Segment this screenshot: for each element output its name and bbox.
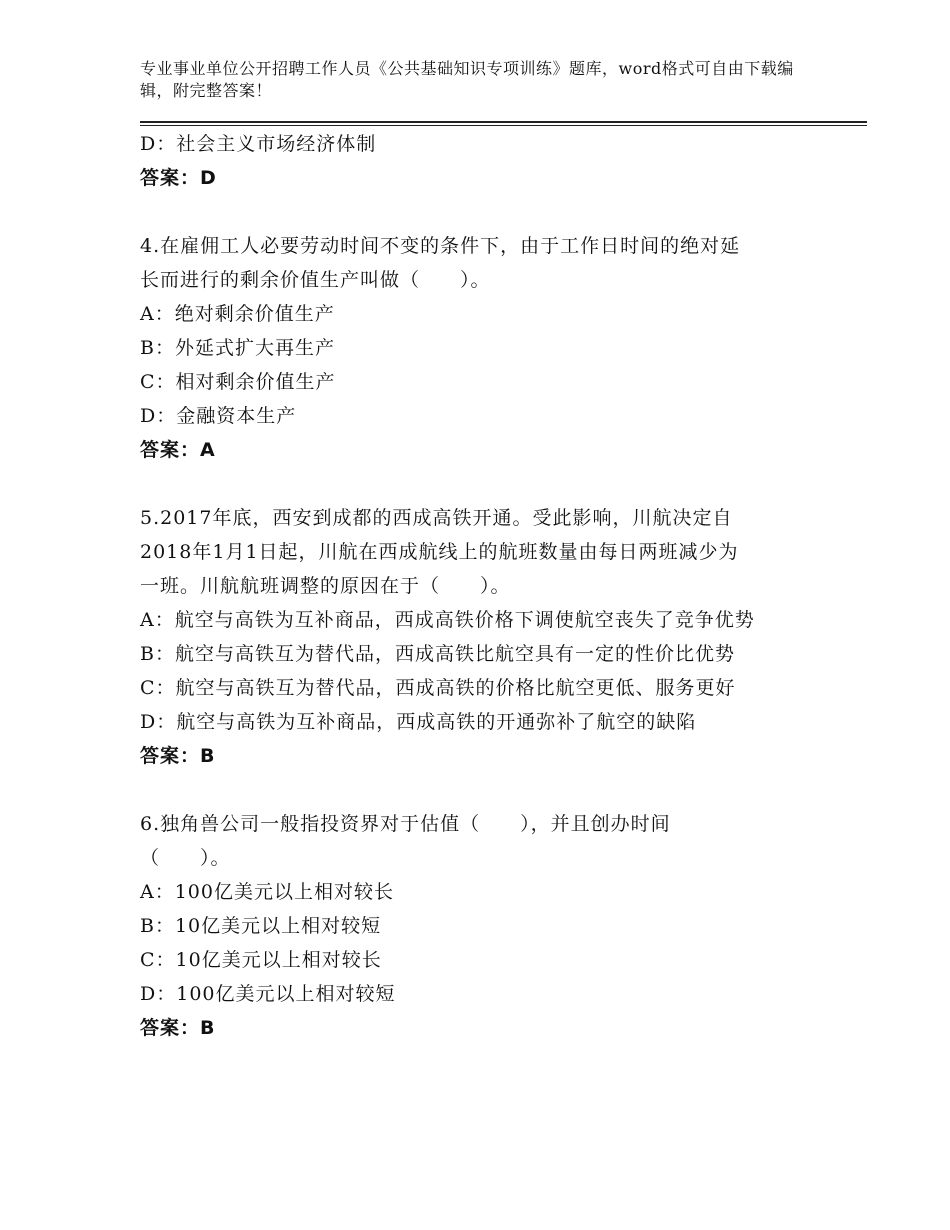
option-c: C：10亿美元以上相对较长 <box>140 949 382 971</box>
question-stem: 2018年1月1日起，川航在西成航线上的航班数量由每日两班减少为 <box>140 541 739 563</box>
option-b: B：外延式扩大再生产 <box>140 337 335 359</box>
answer-line: 答案：B <box>140 1017 216 1039</box>
page-header: 专业事业单位公开招聘工作人员《公共基础知识专项训练》题库，word格式可自由下载编辑，附完整答案！ <box>140 59 794 100</box>
answer-line: 答案：B <box>140 745 216 767</box>
header-rule-thick <box>140 121 867 123</box>
option-d: D：航空与高铁为互补商品，西成高铁的开通弥补了航空的缺陷 <box>140 711 697 733</box>
answer-line: 答案：A <box>140 439 216 461</box>
answer-line: 答案：D <box>140 167 217 189</box>
option-c: C：相对剩余价值生产 <box>140 371 336 393</box>
header-rule-thin <box>140 125 867 126</box>
question-4 <box>140 229 840 467</box>
question-stem: 一班。川航航班调整的原因在于（ ）。 <box>140 575 511 597</box>
spacer <box>140 773 840 807</box>
spacer <box>140 467 840 501</box>
question-stem: 4.在雇佣工人必要劳动时间不变的条件下，由于工作日时间的绝对延 <box>140 235 741 257</box>
option-d: D：社会主义市场经济体制 <box>140 133 377 155</box>
question-6 <box>140 807 840 1045</box>
question-stem: （ ）。 <box>140 847 231 869</box>
document-body <box>140 127 840 1045</box>
option-a: A：绝对剩余价值生产 <box>140 303 335 325</box>
question-stem: 6.独角兽公司一般指投资界对于估值（ ），并且创办时间 <box>140 813 671 835</box>
option-a: A：航空与高铁为互补商品，西成高铁价格下调使航空丧失了竞争优势 <box>140 609 755 631</box>
option-a: A：100亿美元以上相对较长 <box>140 881 394 903</box>
option-b: B：航空与高铁互为替代品，西成高铁比航空具有一定的性价比优势 <box>140 643 735 665</box>
option-d: D：金融资本生产 <box>140 405 297 427</box>
option-c: C：航空与高铁互为替代品，西成高铁的价格比航空更低、服务更好 <box>140 677 736 699</box>
option-b: B：10亿美元以上相对较短 <box>140 915 382 937</box>
option-d: D：100亿美元以上相对较短 <box>140 983 396 1005</box>
question-5 <box>140 501 840 773</box>
spacer <box>140 195 840 229</box>
question-stem: 5.2017年底，西安到成都的西成高铁开通。受此影响，川航决定自 <box>140 507 733 529</box>
question-stem: 长而进行的剩余价值生产叫做（ ）。 <box>140 269 491 291</box>
